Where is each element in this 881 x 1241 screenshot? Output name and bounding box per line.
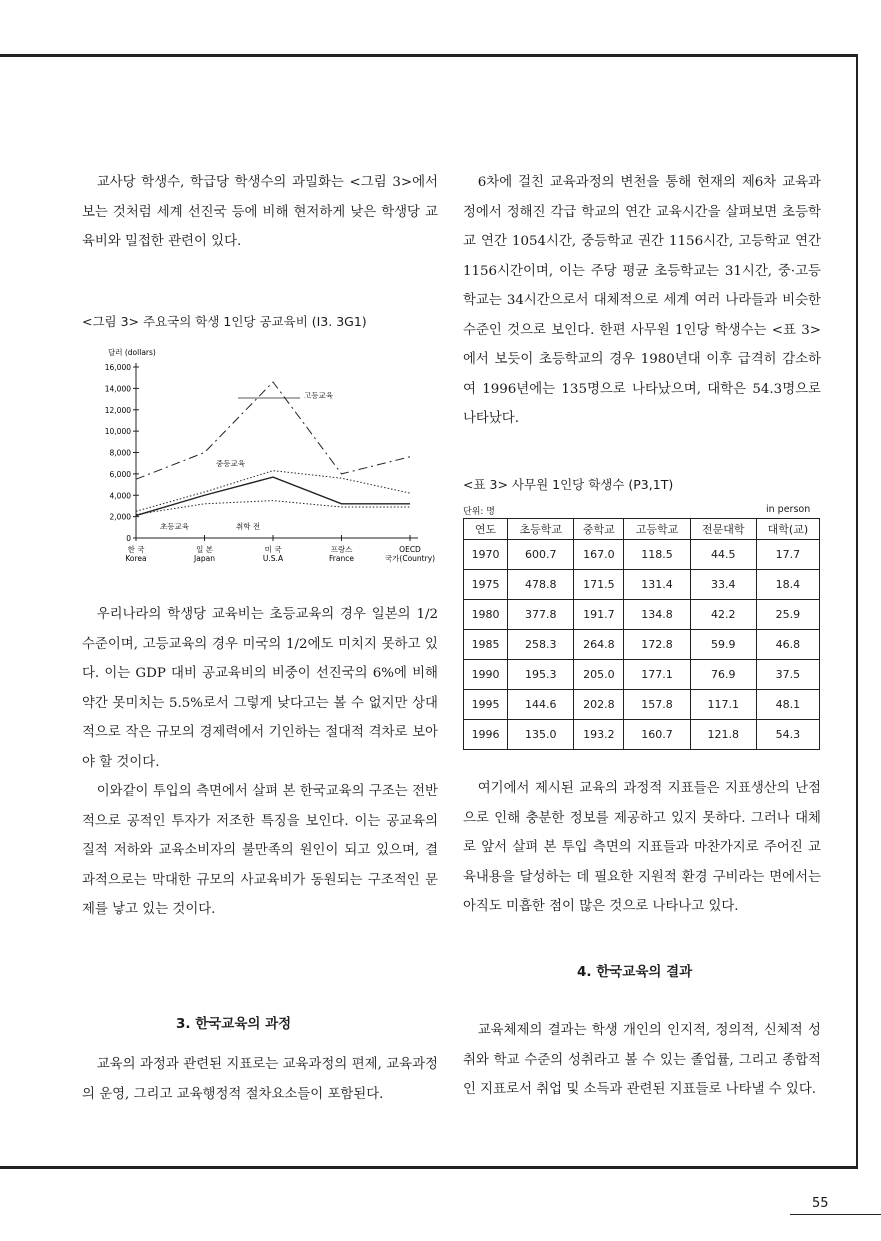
table-cell: 134.8 (624, 600, 690, 630)
table-cell: 1970 (464, 540, 508, 570)
table-cell: 144.6 (508, 690, 574, 720)
x-tick-label: 일 본 (196, 545, 213, 554)
x-tick-label: 미 국 (264, 545, 282, 554)
table-cell: 54.3 (756, 720, 819, 750)
x-tick-label-en: Korea (125, 554, 147, 563)
y-tick-label: 16,000 (104, 363, 131, 372)
table-cell: 46.8 (756, 630, 819, 660)
y-tick-label: 2,000 (109, 512, 131, 522)
page-number-rule (790, 1214, 881, 1215)
table-cell: 1975 (464, 570, 508, 600)
table-cell: 172.8 (624, 630, 690, 660)
y-tick-label: 10,000 (104, 427, 131, 437)
x-tick-label: OECD (399, 545, 421, 554)
x-tick-label-en: France (329, 554, 354, 563)
table-cell: 42.2 (690, 600, 756, 630)
table-header-cell: 초등학교 (508, 519, 574, 540)
y-tick-label: 14,000 (104, 384, 131, 394)
table-cell: 264.8 (574, 630, 624, 660)
table-cell: 177.1 (624, 660, 690, 690)
y-tick-label: 4,000 (109, 491, 131, 501)
students-per-staff-table (463, 518, 820, 750)
table-cell: 157.8 (624, 690, 690, 720)
line-chart (80, 342, 440, 582)
table-cell: 121.8 (690, 720, 756, 750)
table-cell: 195.3 (508, 660, 574, 690)
page-number: 55 (812, 1196, 829, 1211)
table-header-cell: 중학교 (574, 519, 624, 540)
right-rule (856, 54, 858, 1168)
table-row (464, 690, 820, 720)
table-cell: 205.0 (574, 660, 624, 690)
table-cell: 160.7 (624, 720, 690, 750)
series-label: 취학 전 (236, 522, 261, 531)
table-cell: 48.1 (756, 690, 819, 720)
right-para-3-wrap (463, 1016, 821, 1105)
right-paragraph-2: 여기에서 제시된 교육의 과정적 지표들은 지표생산의 난점으로 인해 충분한 정보를 제공하고 있지 못하다. 그러나 대체로 앞서 살펴 본 투입 측면의 지표들과 마찬가지로 주어진 교육내용을 달성하는 데 필요한 지원적 환경 구비라는 면에서는 아직도 미흡한 점이 많은 것으로 나타나고 있다. (463, 781, 821, 914)
left-paragraph-1: 교사당 학생수, 학급당 학생수의 과밀화는 <그림 3>에서 보는 것처럼 세계 선진국 등에 비해 현저하게 낮은 학생당 교육비와 밀접한 관련이 있다. (82, 175, 438, 249)
table-cell: 171.5 (574, 570, 624, 600)
table-cell: 258.3 (508, 630, 574, 660)
table-header-cell: 전문대학 (690, 519, 756, 540)
table-cell: 17.7 (756, 540, 819, 570)
table-cell: 1996 (464, 720, 508, 750)
left-paragraph-2: 우리나라의 학생당 교육비는 초등교육의 경우 일본의 1/2 수준이며, 고등교육의 경우 미국의 1/2에도 미치지 못하고 있다. 이는 GDP 대비 공교육비의 비중이 선진국의 6%에 비해 약간 못미치는 5.5%로서 그렇게 낮다고는 볼 수 없지만 상대적으로 작은 규모의 경제력에서 기인하는 절대적 격차로 보아야 할 것이다. (82, 607, 438, 770)
right-para-2-wrap (463, 774, 821, 922)
table-cell: 1995 (464, 690, 508, 720)
left-paragraph-4: 교육의 과정과 관련된 지표로는 교육과정의 편제, 교육과정의 운영, 그리고 교육행정적 절차요소들이 포함된다. (82, 1057, 438, 1102)
table-cell: 117.1 (690, 690, 756, 720)
series-label: 초등교육 (160, 522, 189, 531)
y-axis-label: 달러 (dollars) (108, 348, 156, 357)
x-tick-label-en: 국가(Country) (384, 554, 436, 563)
table-header-cell: 대학(교) (756, 519, 819, 540)
table-row (464, 720, 820, 750)
table-cell: 33.4 (690, 570, 756, 600)
table-cell: 131.4 (624, 570, 690, 600)
series-label: 중등교육 (216, 459, 245, 468)
y-tick-label: 0 (126, 534, 131, 543)
left-paragraph-3: 이와같이 투입의 측면에서 살펴 본 한국교육의 구조는 전반적으로 공적인 투자가 저조한 특징을 보인다. 이는 공교육의 질적 저하와 교육소비자의 불만족의 원인이 되고 있으며, 결과적으로는 막대한 규모의 사교육비가 동원되는 구조적인 문제를 낳고 있는 것이다. (82, 784, 438, 917)
table-cell: 59.9 (690, 630, 756, 660)
table-cell: 135.0 (508, 720, 574, 750)
series-label: 고등교육 (304, 391, 333, 400)
left-para-4-wrap (82, 1050, 438, 1109)
x-tick-label-en: U.S.A (262, 554, 284, 563)
bottom-rule (0, 1166, 858, 1169)
table-cell: 191.7 (574, 600, 624, 630)
table-cell: 193.2 (574, 720, 624, 750)
top-rule (0, 54, 858, 57)
section-heading-3: 3. 한국교육의 과정 (176, 1016, 292, 1032)
table-row (464, 570, 820, 600)
table-cell: 76.9 (690, 660, 756, 690)
y-tick-label: 8,000 (109, 448, 131, 458)
table-cell: 202.8 (574, 690, 624, 720)
table-cell: 37.5 (756, 660, 819, 690)
table-caption: <표 3> 사무원 1인당 학생수 (P3,1T) (463, 477, 674, 492)
table-header-cell: 고등학교 (624, 519, 690, 540)
right-paragraph-1: 6차에 걸친 교육과정의 변천을 통해 현재의 제6차 교육과정에서 정해진 각급 학교의 연간 교육시간을 살펴보면 초등학교 연간 1054시간, 중등학교 권간 1156시간, 고등학교 연간 1156시간이며, 이는 주당 평균 초등학교는 31시간, 중·고등학교는 34시간으로서 대체적으로 세계 여러 나라들과 비슷한 수준인 것으로 보인다. 한편 사무원 1인당 학생수는 <표 3>에서 보듯이 초등학교의 경우 1980년대 이후 급격히 감소하여 1996년에는 135명으로 나타났으며, 대학은 54.3명으로 나타났다. (463, 175, 821, 426)
table-cell: 25.9 (756, 600, 819, 630)
section-heading-4: 4. 한국교육의 결과 (577, 964, 693, 980)
table-header-row (464, 519, 820, 540)
table-cell: 118.5 (624, 540, 690, 570)
figure-caption: <그림 3> 주요국의 학생 1인당 공교육비 (I3. 3G1) (82, 314, 367, 329)
table-cell: 18.4 (756, 570, 819, 600)
table-cell: 600.7 (508, 540, 574, 570)
table-unit-en: in person (766, 504, 811, 515)
table-cell: 44.5 (690, 540, 756, 570)
table-header-cell: 연도 (464, 519, 508, 540)
table-cell: 1980 (464, 600, 508, 630)
table-row (464, 540, 820, 570)
table-cell: 377.8 (508, 600, 574, 630)
table-cell: 167.0 (574, 540, 624, 570)
left-para-group (82, 600, 438, 925)
table-row (464, 630, 820, 660)
y-tick-label: 6,000 (109, 469, 131, 479)
x-tick-label-en: Japan (194, 554, 215, 563)
right-paragraph-3: 교육체제의 결과는 학생 개인의 인지적, 정의적, 신체적 성취와 학교 수준의 성취라고 볼 수 있는 졸업률, 그리고 종합적인 지표로서 취업 및 소득과 관련된 지표들로 나타낼 수 있다. (463, 1023, 821, 1097)
table-cell: 478.8 (508, 570, 574, 600)
x-tick-label: 한 국 (127, 545, 145, 554)
table-row (464, 660, 820, 690)
table-cell: 1985 (464, 630, 508, 660)
table-unit-ko: 단위: 명 (463, 507, 495, 517)
right-para-1-wrap (463, 168, 821, 434)
left-para-1 (82, 168, 438, 257)
table-cell: 1990 (464, 660, 508, 690)
x-tick-label: 프랑스 (330, 545, 353, 554)
series-line (136, 382, 410, 479)
y-tick-label: 12,000 (104, 405, 131, 415)
table-row (464, 600, 820, 630)
series-line (136, 477, 410, 515)
